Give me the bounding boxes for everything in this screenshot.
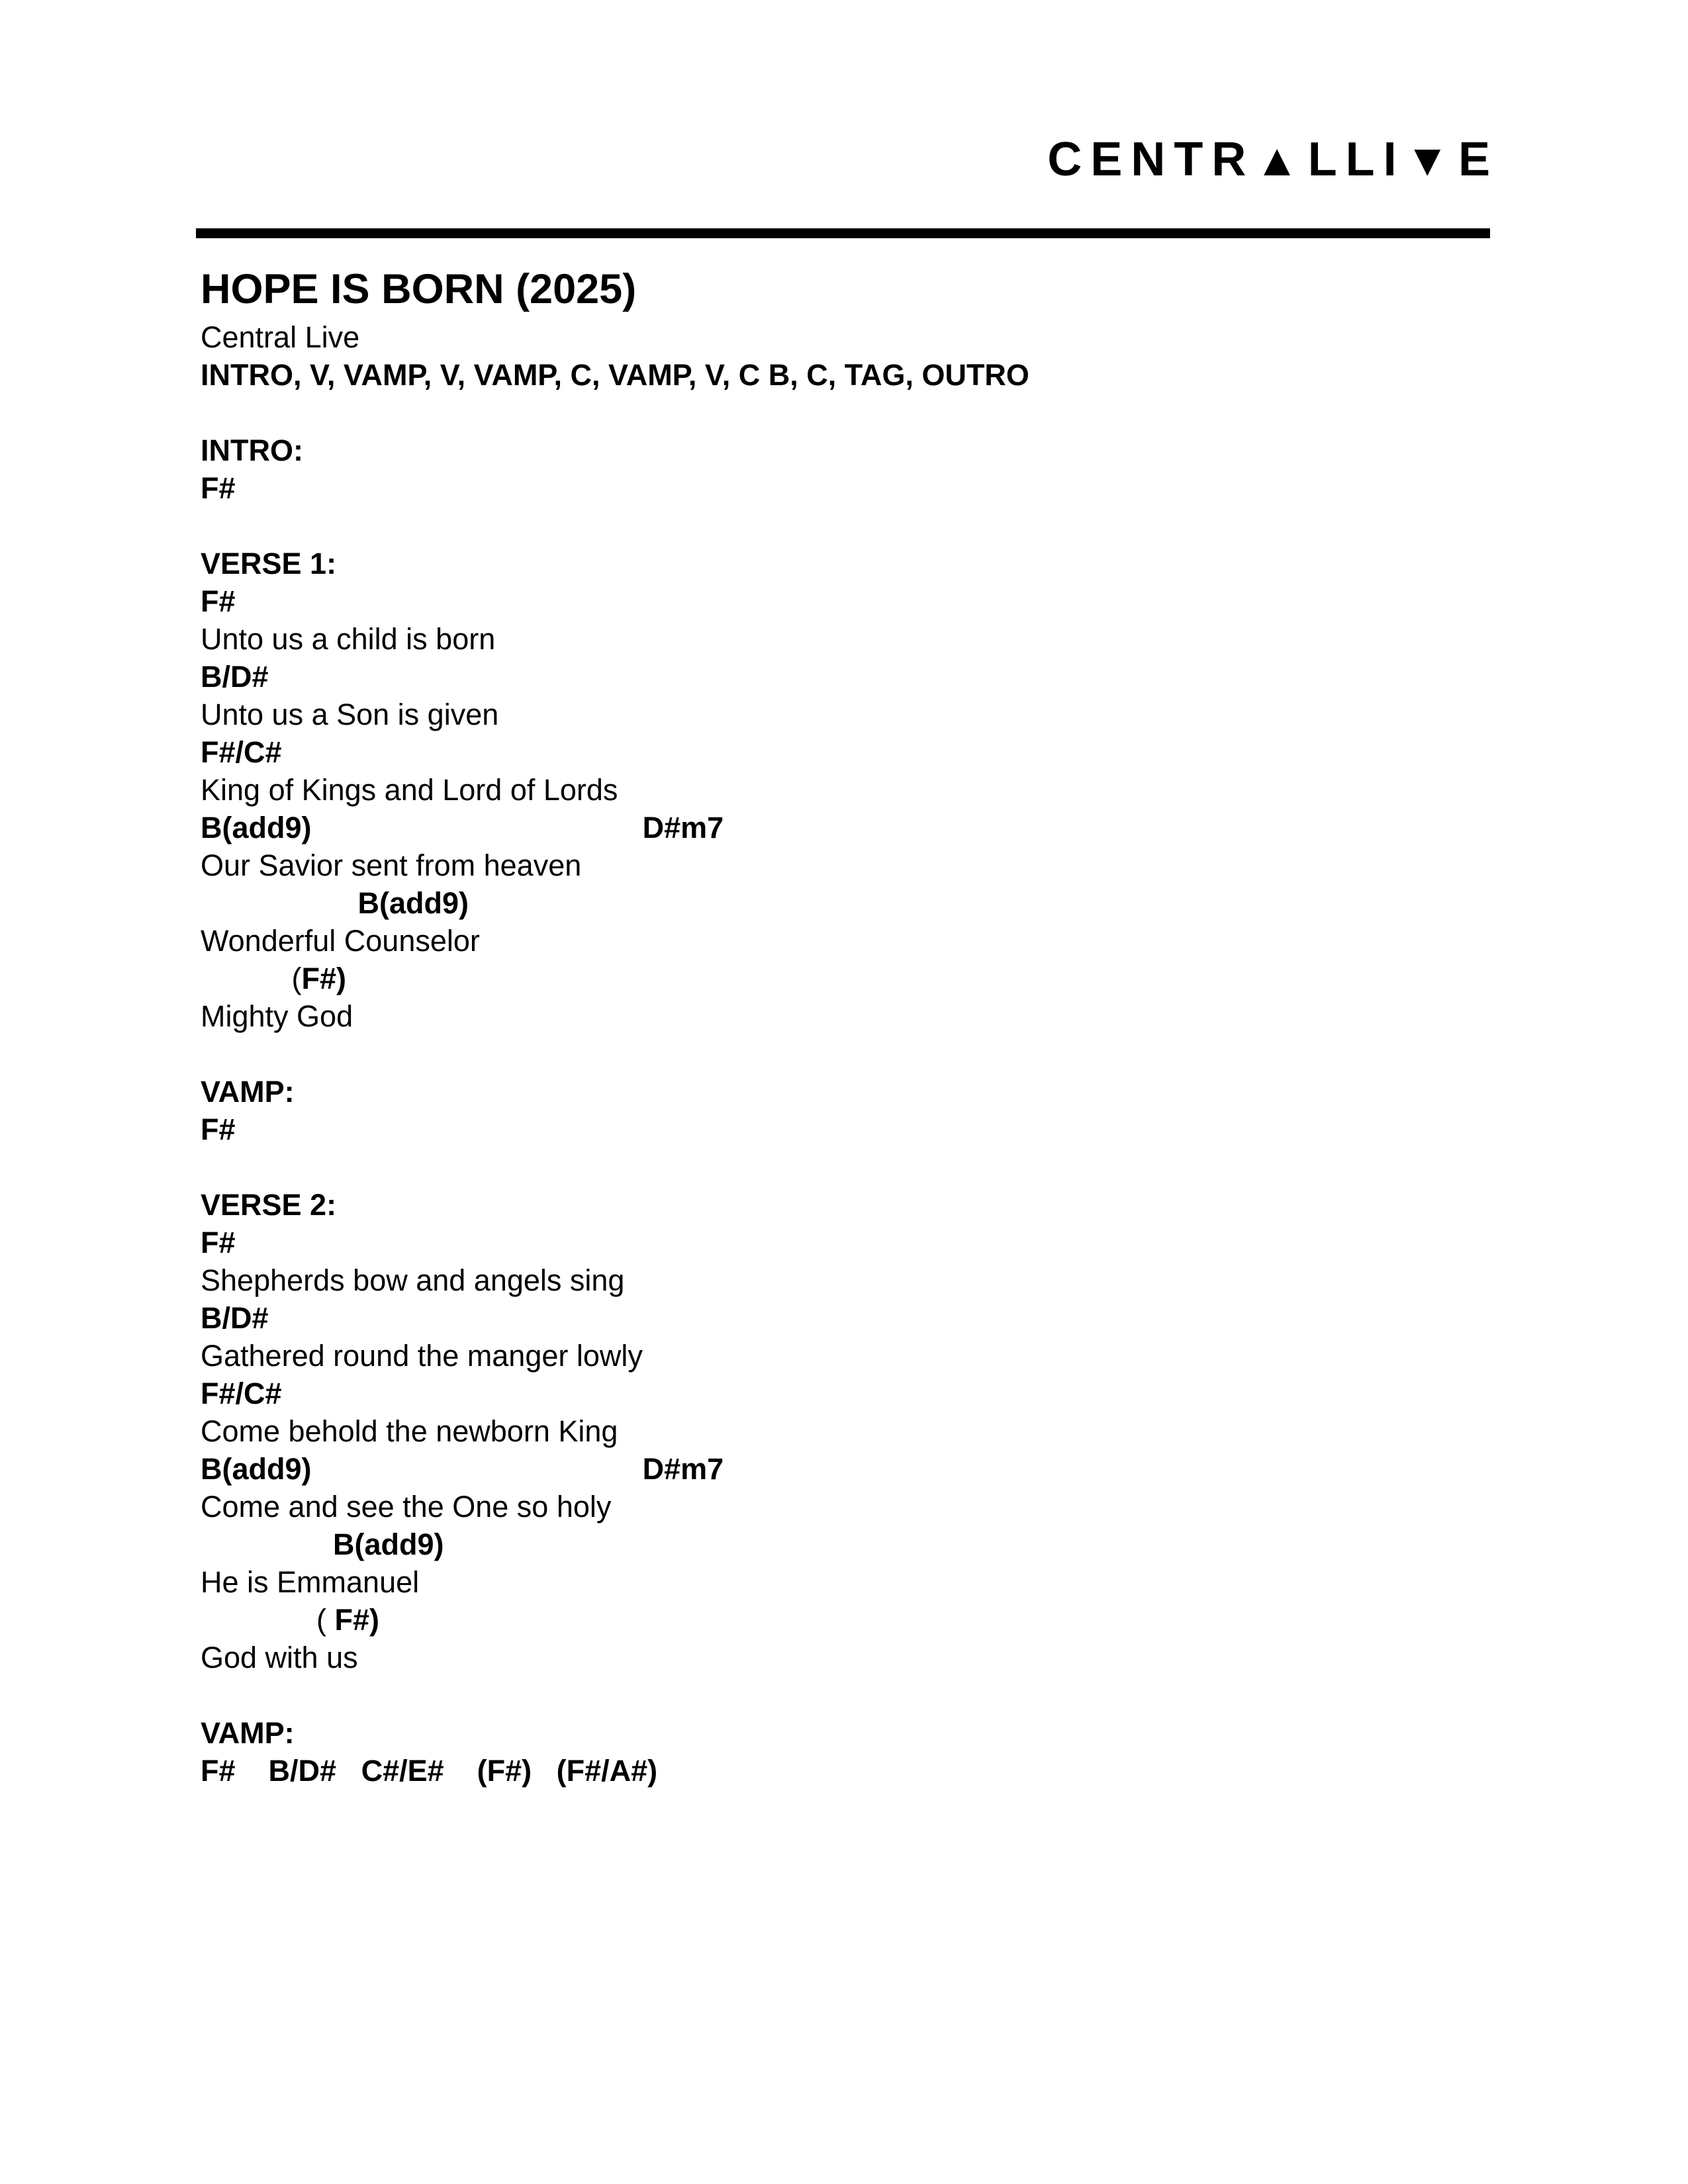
lyric-line — [201, 1563, 1491, 1601]
text-run: VERSE 2: — [201, 1188, 337, 1222]
text-run: F# — [201, 584, 236, 618]
text-run: Shepherds bow and angels sing — [201, 1263, 625, 1297]
chord-line — [201, 658, 1491, 696]
text-run: (F#/A#) — [532, 1754, 658, 1788]
section-header — [201, 1073, 1491, 1111]
chord-chart — [201, 267, 1491, 1790]
section-header — [201, 545, 1491, 582]
text-run: Mighty God — [201, 999, 353, 1033]
text-run: D#m7 — [311, 811, 724, 844]
text-run: Our Savior sent from heaven — [201, 848, 582, 882]
text-run: He is Emmanuel — [201, 1565, 420, 1599]
text-run: INTRO: — [201, 433, 303, 467]
text-run: B/D# — [201, 1301, 269, 1335]
lyric-line — [201, 1412, 1491, 1450]
text-run: F#/C# — [201, 735, 282, 769]
central-live-logo — [1047, 133, 1499, 186]
chord-line — [201, 1601, 1491, 1639]
lyric-line — [201, 1337, 1491, 1375]
chart-lines — [201, 318, 1491, 1790]
section-header — [201, 432, 1491, 469]
text-run: God with us — [201, 1641, 358, 1674]
section-header — [201, 1186, 1491, 1224]
chord-line — [201, 884, 1491, 922]
text-run: B(add9) — [201, 886, 469, 920]
song-title: HOPE IS BORN (2025) — [201, 266, 637, 312]
logo-text-right: E — [1458, 133, 1499, 186]
triangle-down-icon: ▼ — [1405, 135, 1458, 185]
text-run: B/D# — [201, 660, 269, 694]
text-run: VERSE 1: — [201, 547, 337, 580]
chord-line — [201, 1111, 1491, 1148]
lyric-line — [201, 846, 1491, 884]
logo-text-middle: LLI — [1307, 133, 1405, 186]
blank-line — [201, 394, 1491, 432]
chord-line — [201, 1525, 1491, 1563]
text-run: B(add9) — [201, 1527, 444, 1561]
text-run: ( — [201, 1603, 335, 1637]
lyric-line — [201, 1639, 1491, 1676]
text-run: F#) — [334, 1603, 380, 1637]
text-run: F#) — [301, 962, 347, 995]
text-run: F# — [201, 1754, 236, 1788]
lyric-line — [201, 771, 1491, 809]
text-run: F#/C# — [201, 1377, 282, 1410]
lyric-line — [201, 1488, 1491, 1525]
chord-line — [201, 469, 1491, 507]
text-run: C#/E# — [336, 1754, 444, 1788]
text-run: B/D# — [235, 1754, 337, 1788]
chord-line — [201, 960, 1491, 997]
chord-line — [201, 1752, 1491, 1790]
blank-line — [201, 1148, 1491, 1186]
chord-line — [201, 1375, 1491, 1412]
text-run: ( — [201, 962, 302, 995]
chord-line — [201, 733, 1491, 771]
text-run: Unto us a Son is given — [201, 698, 499, 731]
logo-text-left: CENTR — [1047, 133, 1255, 186]
text-run: D#m7 — [311, 1452, 724, 1486]
text-run: Come and see the One so holy — [201, 1490, 612, 1524]
chord-line — [201, 809, 1491, 846]
chord-line — [201, 582, 1491, 620]
blank-line — [201, 1676, 1491, 1714]
text-run: (F#) — [444, 1754, 532, 1788]
lyric-line — [201, 696, 1491, 733]
chord-line — [201, 1450, 1491, 1488]
text-run: F# — [201, 1113, 236, 1146]
lyric-line — [201, 997, 1491, 1035]
text-run: Central Live — [201, 320, 360, 354]
text-run: Gathered round the manger lowly — [201, 1339, 643, 1373]
text-run: VAMP: — [201, 1075, 295, 1109]
blank-line — [201, 1035, 1491, 1073]
text-run: Wonderful Counselor — [201, 924, 480, 958]
structure-line — [201, 356, 1491, 394]
lyric-line — [201, 1261, 1491, 1299]
artist-line — [201, 318, 1491, 356]
text-run: Come behold the newborn King — [201, 1414, 618, 1448]
lyric-line — [201, 620, 1491, 658]
text-run: F# — [201, 471, 236, 505]
text-run: F# — [201, 1226, 236, 1259]
text-run: INTRO, V, VAMP, V, VAMP, C, VAMP, V, C B, C, TAG, OUTRO — [201, 358, 1029, 392]
lyric-line — [201, 922, 1491, 960]
text-run: King of Kings and Lord of Lords — [201, 773, 618, 807]
text-run: Unto us a child is born — [201, 622, 496, 656]
header-divider — [196, 228, 1490, 238]
section-header — [201, 1714, 1491, 1752]
text-run: B(add9) — [201, 811, 312, 844]
chord-line — [201, 1224, 1491, 1261]
blank-line — [201, 507, 1491, 545]
text-run: B(add9) — [201, 1452, 312, 1486]
triangle-up-icon: ▲ — [1254, 135, 1308, 185]
chord-line — [201, 1299, 1491, 1337]
text-run: VAMP: — [201, 1716, 295, 1750]
